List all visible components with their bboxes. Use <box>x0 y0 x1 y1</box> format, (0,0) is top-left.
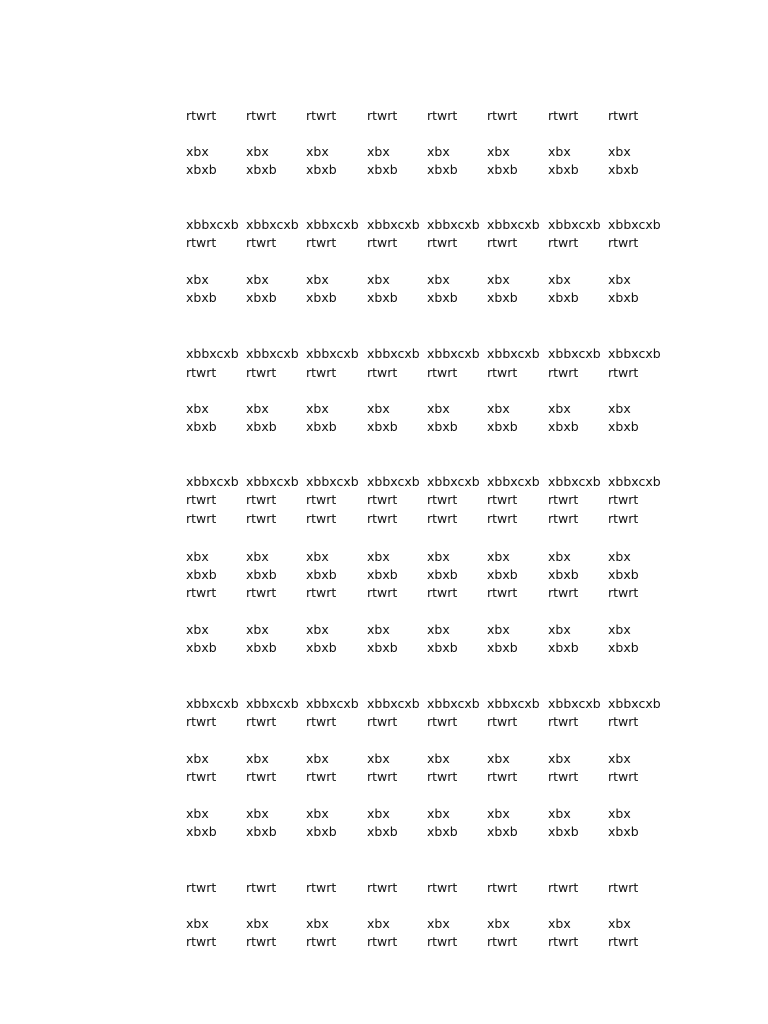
text-line <box>0 473 768 491</box>
text-cell: xbbxcxb <box>487 217 540 232</box>
text-cell: xbbxcxb <box>306 346 359 361</box>
text-cell: rtwrt <box>608 585 639 600</box>
text-cell: xbxb <box>186 824 217 839</box>
text-cell: xbx <box>246 272 269 287</box>
text-cell: xbxb <box>427 640 458 655</box>
text-cell: xbx <box>608 401 631 416</box>
text-cell: rtwrt <box>548 769 579 784</box>
text-cell: xbxb <box>246 162 277 177</box>
text-line <box>0 805 768 823</box>
text-cell: xbbxcxb <box>246 696 299 711</box>
text-cell: xbxb <box>487 419 518 434</box>
text-cell: xbx <box>427 622 450 637</box>
text-cell: xbxb <box>186 640 217 655</box>
text-cell: xbx <box>186 401 209 416</box>
text-cell: xbx <box>306 622 329 637</box>
text-line <box>0 107 768 125</box>
text-cell: rtwrt <box>306 235 337 250</box>
text-cell: rtwrt <box>186 365 217 380</box>
text-cell: xbxb <box>367 567 398 582</box>
text-cell: rtwrt <box>306 769 337 784</box>
text-cell: xbx <box>608 806 631 821</box>
text-cell: xbx <box>367 806 390 821</box>
text-cell: rtwrt <box>427 492 458 507</box>
text-line <box>0 234 768 252</box>
text-cell: rtwrt <box>487 511 518 526</box>
text-cell: xbbxcxb <box>548 474 601 489</box>
text-cell: xbxb <box>548 162 579 177</box>
text-cell: xbx <box>487 549 510 564</box>
text-cell: xbx <box>487 144 510 159</box>
text-line <box>0 639 768 657</box>
text-cell: xbxb <box>548 824 579 839</box>
text-line <box>0 289 768 307</box>
text-cell: rtwrt <box>548 880 579 895</box>
text-cell: rtwrt <box>246 365 277 380</box>
text-cell: xbbxcxb <box>427 474 480 489</box>
text-cell: rtwrt <box>367 108 398 123</box>
text-cell: rtwrt <box>548 934 579 949</box>
text-line <box>0 879 768 897</box>
text-cell: xbx <box>427 916 450 931</box>
text-cell: xbx <box>608 916 631 931</box>
text-cell: xbxb <box>186 290 217 305</box>
text-cell: xbx <box>186 916 209 931</box>
text-cell: xbx <box>186 272 209 287</box>
text-cell: rtwrt <box>548 108 579 123</box>
text-cell: xbx <box>367 751 390 766</box>
text-cell: rtwrt <box>367 492 398 507</box>
text-cell: xbxb <box>487 567 518 582</box>
text-cell: xbx <box>548 751 571 766</box>
text-cell: rtwrt <box>608 365 639 380</box>
text-line <box>0 713 768 731</box>
text-line <box>0 566 768 584</box>
text-line <box>0 548 768 566</box>
text-cell: xbxb <box>367 419 398 434</box>
text-cell: xbbxcxb <box>487 346 540 361</box>
text-cell: rtwrt <box>548 714 579 729</box>
text-cell: xbxb <box>246 290 277 305</box>
text-cell: xbxb <box>608 290 639 305</box>
text-cell: rtwrt <box>487 108 518 123</box>
text-cell: rtwrt <box>246 934 277 949</box>
text-cell: rtwrt <box>367 769 398 784</box>
text-cell: rtwrt <box>487 492 518 507</box>
text-line <box>0 345 768 363</box>
text-cell: xbbxcxb <box>427 217 480 232</box>
text-cell: rtwrt <box>306 108 337 123</box>
text-cell: xbxb <box>487 824 518 839</box>
text-cell: xbxb <box>367 162 398 177</box>
text-cell: rtwrt <box>367 235 398 250</box>
text-cell: xbx <box>186 806 209 821</box>
text-cell: xbx <box>186 751 209 766</box>
text-cell: rtwrt <box>487 880 518 895</box>
text-cell: xbbxcxb <box>246 474 299 489</box>
text-cell: xbxb <box>306 162 337 177</box>
text-cell: rtwrt <box>367 714 398 729</box>
text-cell: rtwrt <box>186 235 217 250</box>
text-cell: rtwrt <box>186 714 217 729</box>
text-cell: xbxb <box>246 824 277 839</box>
text-cell: xbx <box>548 144 571 159</box>
text-cell: xbx <box>246 144 269 159</box>
text-cell: xbxb <box>487 640 518 655</box>
text-cell: rtwrt <box>548 511 579 526</box>
text-cell: xbbxcxb <box>487 696 540 711</box>
text-cell: xbx <box>427 806 450 821</box>
text-cell: xbx <box>367 401 390 416</box>
text-cell: rtwrt <box>548 235 579 250</box>
text-cell: rtwrt <box>246 511 277 526</box>
text-cell: xbbxcxb <box>367 474 420 489</box>
text-cell: xbx <box>608 751 631 766</box>
text-cell: rtwrt <box>487 934 518 949</box>
text-line <box>0 491 768 509</box>
text-cell: rtwrt <box>246 880 277 895</box>
text-cell: rtwrt <box>367 880 398 895</box>
text-cell: xbx <box>548 806 571 821</box>
text-cell: xbx <box>427 401 450 416</box>
text-cell: rtwrt <box>487 235 518 250</box>
text-cell: xbx <box>548 916 571 931</box>
text-cell: rtwrt <box>548 492 579 507</box>
text-cell: xbx <box>306 144 329 159</box>
text-line <box>0 915 768 933</box>
text-cell: xbx <box>487 272 510 287</box>
text-cell: xbxb <box>608 419 639 434</box>
text-cell: xbxb <box>548 640 579 655</box>
text-cell: xbbxcxb <box>246 217 299 232</box>
text-cell: rtwrt <box>548 365 579 380</box>
text-line <box>0 271 768 289</box>
text-cell: rtwrt <box>487 365 518 380</box>
text-cell: xbx <box>306 549 329 564</box>
text-cell: xbx <box>427 144 450 159</box>
text-cell: xbxb <box>186 162 217 177</box>
text-cell: xbx <box>487 751 510 766</box>
text-cell: rtwrt <box>427 365 458 380</box>
text-cell: rtwrt <box>608 934 639 949</box>
text-cell: rtwrt <box>548 585 579 600</box>
text-cell: xbbxcxb <box>608 217 661 232</box>
text-cell: xbbxcxb <box>548 696 601 711</box>
text-cell: rtwrt <box>427 714 458 729</box>
text-cell: rtwrt <box>427 235 458 250</box>
text-cell: xbx <box>487 916 510 931</box>
text-cell: rtwrt <box>427 585 458 600</box>
text-cell: xbbxcxb <box>608 474 661 489</box>
text-line <box>0 143 768 161</box>
text-cell: xbbxcxb <box>548 217 601 232</box>
text-cell: rtwrt <box>608 235 639 250</box>
text-cell: xbxb <box>608 640 639 655</box>
text-cell: xbx <box>487 806 510 821</box>
text-cell: xbxb <box>608 567 639 582</box>
text-cell: xbxb <box>548 290 579 305</box>
text-cell: xbbxcxb <box>367 346 420 361</box>
text-cell: rtwrt <box>186 492 217 507</box>
text-cell: xbx <box>306 401 329 416</box>
text-cell: xbx <box>548 401 571 416</box>
text-cell: rtwrt <box>487 585 518 600</box>
text-cell: xbx <box>186 622 209 637</box>
text-cell: xbx <box>246 401 269 416</box>
text-cell: xbx <box>548 622 571 637</box>
text-cell: xbbxcxb <box>548 346 601 361</box>
text-cell: rtwrt <box>427 880 458 895</box>
text-cell: xbxb <box>487 290 518 305</box>
text-line <box>0 510 768 528</box>
text-cell: xbxb <box>306 419 337 434</box>
text-cell: xbbxcxb <box>427 346 480 361</box>
text-cell: rtwrt <box>186 585 217 600</box>
text-cell: xbbxcxb <box>608 696 661 711</box>
text-cell: xbxb <box>367 640 398 655</box>
text-cell: xbbxcxb <box>367 696 420 711</box>
text-cell: rtwrt <box>306 511 337 526</box>
text-cell: rtwrt <box>367 934 398 949</box>
text-cell: rtwrt <box>367 365 398 380</box>
text-cell: xbxb <box>608 162 639 177</box>
text-line <box>0 695 768 713</box>
text-cell: xbxb <box>246 567 277 582</box>
text-cell: xbx <box>608 549 631 564</box>
text-line <box>0 161 768 179</box>
text-cell: xbx <box>427 549 450 564</box>
text-cell: xbxb <box>306 824 337 839</box>
text-line <box>0 823 768 841</box>
text-cell: xbx <box>246 622 269 637</box>
text-cell: xbxb <box>427 567 458 582</box>
text-cell: rtwrt <box>427 769 458 784</box>
text-cell: xbx <box>306 916 329 931</box>
text-cell: xbbxcxb <box>246 346 299 361</box>
text-cell: xbx <box>246 916 269 931</box>
text-cell: rtwrt <box>246 108 277 123</box>
text-cell: xbxb <box>306 290 337 305</box>
text-cell: rtwrt <box>246 769 277 784</box>
text-cell: xbx <box>487 622 510 637</box>
text-cell: rtwrt <box>246 714 277 729</box>
text-cell: rtwrt <box>306 585 337 600</box>
text-cell: rtwrt <box>186 108 217 123</box>
text-cell: rtwrt <box>608 511 639 526</box>
text-cell: xbx <box>306 806 329 821</box>
text-cell: rtwrt <box>186 769 217 784</box>
text-cell: xbx <box>246 806 269 821</box>
text-cell: rtwrt <box>367 585 398 600</box>
text-cell: xbx <box>427 751 450 766</box>
text-cell: xbxb <box>427 419 458 434</box>
text-cell: xbxb <box>427 824 458 839</box>
text-cell: xbbxcxb <box>186 217 239 232</box>
text-cell: xbxb <box>306 567 337 582</box>
text-cell: xbbxcxb <box>306 474 359 489</box>
text-cell: xbx <box>367 549 390 564</box>
text-cell: xbx <box>608 272 631 287</box>
text-cell: xbx <box>548 549 571 564</box>
text-cell: rtwrt <box>306 934 337 949</box>
text-line <box>0 584 768 602</box>
text-line <box>0 621 768 639</box>
text-cell: rtwrt <box>306 365 337 380</box>
text-cell: rtwrt <box>246 492 277 507</box>
text-cell: xbx <box>186 549 209 564</box>
text-cell: xbbxcxb <box>306 217 359 232</box>
text-cell: rtwrt <box>427 108 458 123</box>
text-cell: rtwrt <box>427 934 458 949</box>
text-cell: xbx <box>608 144 631 159</box>
text-cell: xbx <box>427 272 450 287</box>
text-line <box>0 216 768 234</box>
text-cell: xbxb <box>548 419 579 434</box>
text-cell: rtwrt <box>186 934 217 949</box>
text-line <box>0 768 768 786</box>
text-cell: rtwrt <box>487 714 518 729</box>
text-cell: xbx <box>367 144 390 159</box>
text-cell: xbbxcxb <box>186 474 239 489</box>
text-line <box>0 400 768 418</box>
text-line <box>0 933 768 951</box>
text-cell: xbxb <box>306 640 337 655</box>
text-cell: rtwrt <box>246 585 277 600</box>
text-cell: rtwrt <box>306 492 337 507</box>
text-cell: xbx <box>367 272 390 287</box>
text-cell: xbx <box>487 401 510 416</box>
text-line <box>0 364 768 382</box>
text-cell: xbbxcxb <box>608 346 661 361</box>
text-cell: xbxb <box>246 640 277 655</box>
text-cell: xbxb <box>367 824 398 839</box>
text-cell: xbxb <box>246 419 277 434</box>
text-cell: xbx <box>246 549 269 564</box>
text-cell: rtwrt <box>608 880 639 895</box>
text-cell: xbbxcxb <box>186 696 239 711</box>
text-cell: xbx <box>186 144 209 159</box>
text-cell: xbxb <box>608 824 639 839</box>
text-cell: rtwrt <box>608 492 639 507</box>
text-cell: rtwrt <box>306 714 337 729</box>
text-cell: xbbxcxb <box>427 696 480 711</box>
text-cell: rtwrt <box>246 235 277 250</box>
text-cell: xbx <box>548 272 571 287</box>
text-cell: rtwrt <box>306 880 337 895</box>
text-cell: xbx <box>608 622 631 637</box>
text-cell: xbxb <box>427 162 458 177</box>
text-cell: rtwrt <box>186 880 217 895</box>
text-cell: rtwrt <box>186 511 217 526</box>
text-cell: xbx <box>367 916 390 931</box>
text-cell: xbxb <box>367 290 398 305</box>
text-cell: xbxb <box>427 290 458 305</box>
text-cell: rtwrt <box>608 714 639 729</box>
text-cell: xbbxcxb <box>186 346 239 361</box>
text-cell: rtwrt <box>608 769 639 784</box>
text-cell: xbx <box>246 751 269 766</box>
text-cell: rtwrt <box>367 511 398 526</box>
text-cell: rtwrt <box>487 769 518 784</box>
text-cell: rtwrt <box>608 108 639 123</box>
text-cell: xbbxcxb <box>487 474 540 489</box>
text-cell: xbx <box>367 622 390 637</box>
text-cell: xbxb <box>186 567 217 582</box>
text-line <box>0 418 768 436</box>
text-cell: xbxb <box>487 162 518 177</box>
text-cell: xbbxcxb <box>306 696 359 711</box>
text-cell: xbx <box>306 272 329 287</box>
text-cell: xbbxcxb <box>367 217 420 232</box>
text-line <box>0 750 768 768</box>
text-cell: xbx <box>306 751 329 766</box>
text-cell: xbxb <box>548 567 579 582</box>
text-cell: rtwrt <box>427 511 458 526</box>
text-cell: xbxb <box>186 419 217 434</box>
